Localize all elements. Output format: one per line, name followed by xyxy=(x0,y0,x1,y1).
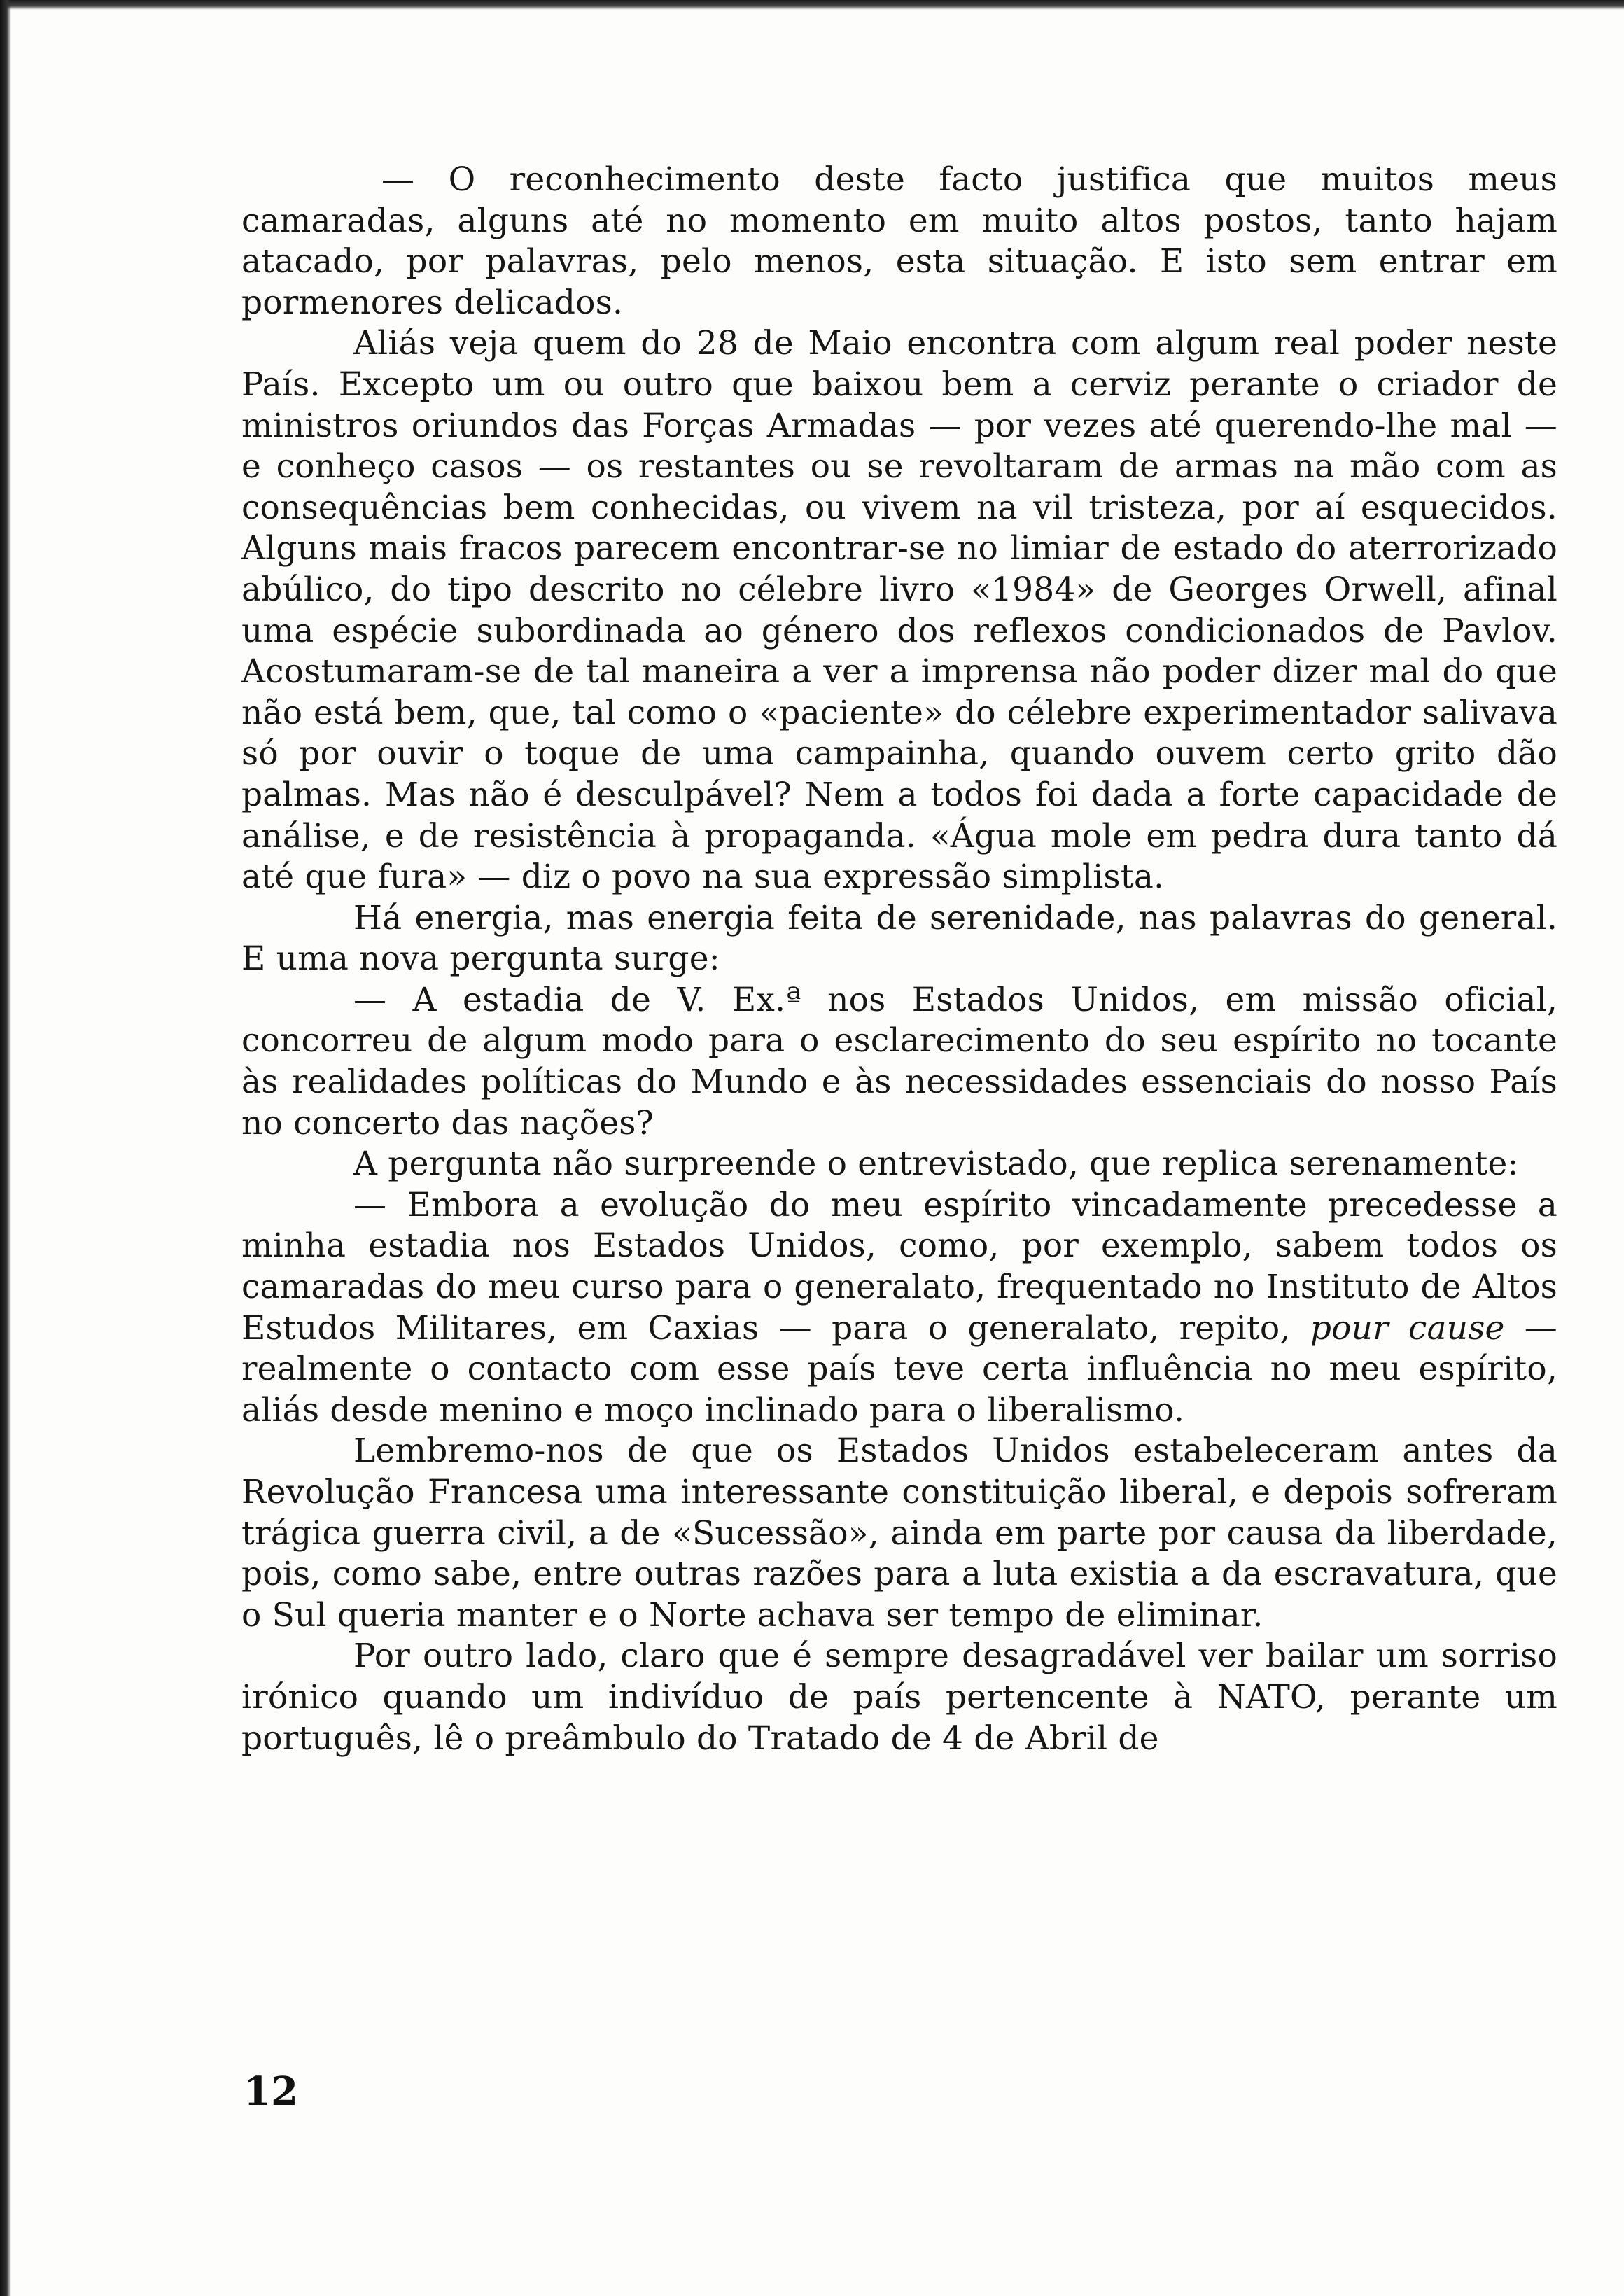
scan-top-edge xyxy=(0,0,1624,10)
paragraph: A pergunta não surpreende o entrevistado, que replica serenamente: xyxy=(354,1144,1519,1184)
italic-phrase: pour cause xyxy=(1310,1308,1505,1348)
answer-text: — Embora a evolução do meu espírito vincadamente precedesse a minha estadia nos Estados Unidos, como, por exemplo, sabem todos os camaradas do meu curso para o generalato, frequentado no Instituto de Altos Estudos Militares, em Caxias — para o generalato, repito, xyxy=(241,1185,1558,1348)
scan-left-edge xyxy=(0,0,11,2296)
paragraph: Aliás veja quem do 28 de Maio encontra com algum real poder neste País. Excepto um ou outro que baixou bem a cerviz perante o criador de ministros oriundos das Forças Armadas — por vezes até querendo-lhe mal — e conheço casos — os restantes ou se revoltaram de armas na mão com as consequências bem conhecidas, ou vivem na vil tristeza, por aí esquecidos. Alguns mais fracos parecem encontrar-se no limiar de estado do aterrorizado abúlico, do tipo descrito no célebre livro «1984» de Georges Orwell, afinal uma espécie subordinada ao género dos reflexos condicionados de Pavlov. Acostumaram-se de tal maneira a ver a imprensa não poder dizer mal do que não está bem, que, tal como o «paciente» do célebre experimentador salivava só por ouvir o toque de uma campainha, quando ouvem certo grito dão palmas. Mas não é desculpável? Nem a todos foi dada a forte capacidade de análise, e de resistência à propaganda. «Água mole em pedra dura tanto dá até que fura» — diz o povo na sua expressão simplista. xyxy=(241,324,1558,897)
paragraph: — O reconhecimento deste facto justifica que muitos meus camaradas, alguns até no momento em muito altos postos, tanto hajam atacado, por palavras, pelo menos, esta situação. E isto sem entrar em pormenores delicados. xyxy=(241,160,1558,322)
page-number: 12 xyxy=(244,2068,298,2115)
paragraph: Por outro lado, claro que é sempre desagradável ver bailar um sorriso irónico quando um indivíduo de país pertencente à NATO, perante um português, lê o preâmbulo do Tratado de 4 de Abril de xyxy=(241,1637,1558,1758)
answer-text-cont: — realmente o contacto com esse país teve certa influência no meu espírito, aliás desde menino e moço inclinado para o liberalismo. xyxy=(241,1308,1558,1429)
paragraph: — A estadia de V. Ex.ª nos Estados Unidos, em missão oficial, concorreu de algum modo para o esclarecimento do seu espírito no tocante às realidades políticas do Mundo e às necessidades essenciais do nosso País no concerto das nações? xyxy=(241,980,1558,1142)
paragraph: Lembremo-nos de que os Estados Unidos estabeleceram antes da Revolução Francesa uma interessante constituição liberal, e depois sofreram trágica guerra civil, a de «Sucessão», ainda em parte por causa da liberdade, pois, como sabe, entre outras razões para a luta existia a da escravatura, que o Sul queria manter e o Norte achava ser tempo de eliminar. xyxy=(241,1432,1558,1634)
body-text xyxy=(241,160,1558,1759)
paragraph: Há energia, mas energia feita de serenidade, nas palavras do general. E uma nova pergunta surge: xyxy=(241,898,1558,979)
paragraph-answer xyxy=(241,1185,1558,1432)
